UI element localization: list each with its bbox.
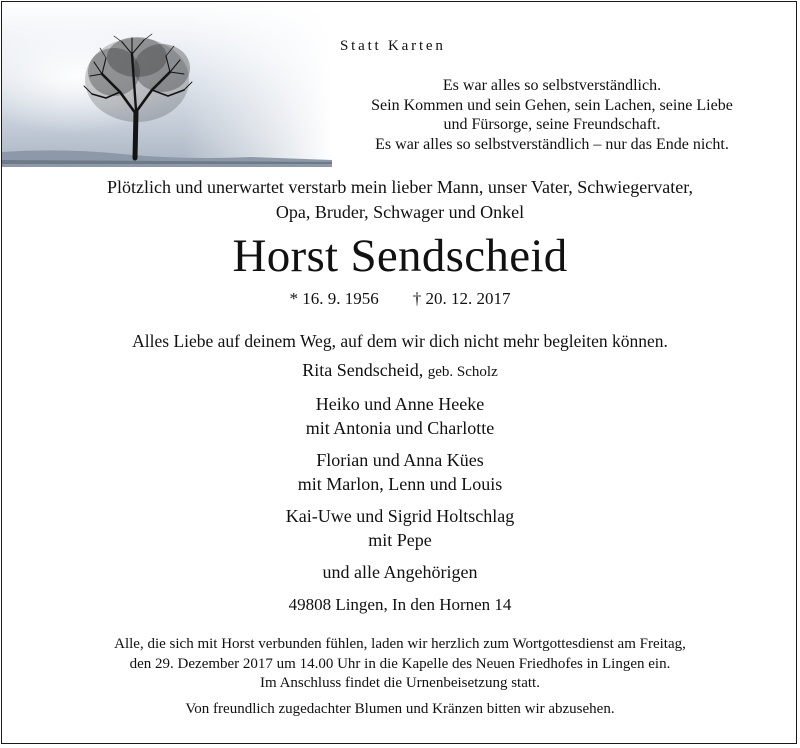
- death-date: † 20. 12. 2017: [412, 289, 511, 308]
- widow-line: [2, 358, 797, 384]
- poem-line: Sein Kommen und sein Gehen, sein Lachen, seine Liebe: [371, 96, 733, 114]
- mourner-line: Florian und Anna Kües: [316, 450, 484, 470]
- birth-date: * 16. 9. 1956: [289, 289, 379, 308]
- mourner-line: mit Pepe: [368, 530, 432, 550]
- tree-silhouette-icon: [2, 2, 332, 172]
- announcement-line: Plötzlich und unerwartet verstarb mein lieber Mann, unser Vater, Schwiegervater,: [106, 177, 694, 197]
- service-line: den 29. Dezember 2017 um 14.00 Uhr in die Kapelle des Neuen Friedhofes in Lingen ein.: [129, 655, 671, 672]
- flowers-note: Von freundlich zugedachter Blumen und Kränzen bitten wir abzusehen.: [185, 701, 615, 717]
- mourners-list: [2, 358, 797, 584]
- mourner-line: mit Antonia und Charlotte: [305, 418, 495, 438]
- statt-karten-label: Statt Karten: [340, 38, 446, 54]
- obituary-notice: [1, 1, 797, 744]
- widow-maiden-name: geb. Scholz: [427, 364, 498, 380]
- mourner-line: Heiko und Anne Heeke: [315, 394, 485, 414]
- deceased-name: Horst Sendscheid: [232, 230, 568, 282]
- announcement-line: Opa, Bruder, Schwager und Onkel: [275, 202, 525, 222]
- funeral-service-info: [2, 635, 797, 694]
- poem: [342, 76, 762, 154]
- life-dates: [2, 287, 797, 311]
- poem-line: Es war alles so selbstverständlich – nur das Ende nicht.: [375, 135, 729, 153]
- service-line: Im Anschluss findet die Urnenbeisetzung statt.: [260, 675, 540, 691]
- mourner-line: mit Marlon, Lenn und Louis: [297, 474, 503, 494]
- service-line: Alle, die sich mit Horst verbunden fühlen, laden wir herzlich zum Wortgottesdienst am Freitag,: [114, 636, 686, 652]
- mourner-line: Kai-Uwe und Sigrid Holtschlag: [285, 506, 515, 526]
- widow-name: Rita Sendscheid,: [302, 360, 424, 380]
- poem-line: und Fürsorge, seine Freundschaft.: [443, 116, 661, 133]
- death-announcement: [2, 175, 797, 225]
- farewell-text: Alles Liebe auf deinem Weg, auf dem wir dich nicht mehr begleiten können.: [132, 331, 668, 351]
- relatives-line: und alle Angehörigen: [322, 562, 478, 582]
- poem-line: Es war alles so selbstverständlich.: [442, 77, 662, 94]
- family-address: 49808 Lingen, In den Hornen 14: [288, 595, 512, 614]
